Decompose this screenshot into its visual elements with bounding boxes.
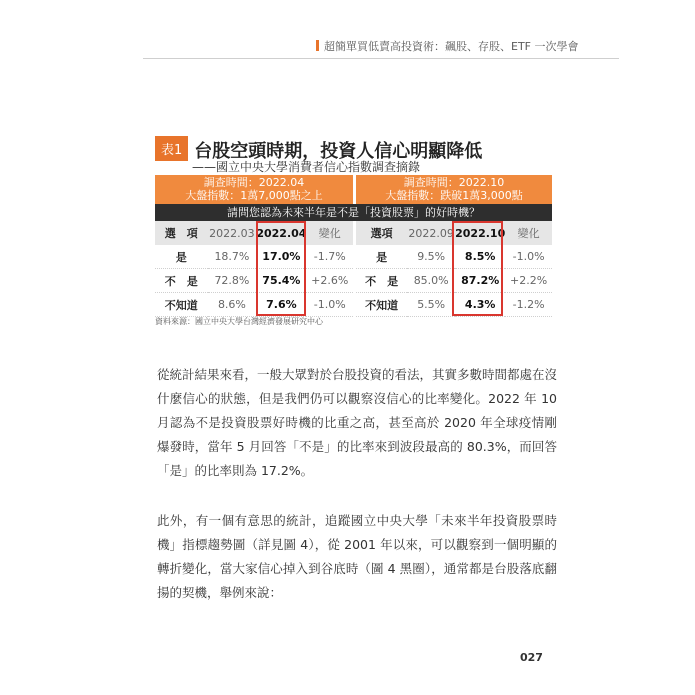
left-panel-header (155, 175, 353, 205)
table-cell: 18.7% (208, 245, 257, 269)
row-label: 是 (356, 245, 407, 269)
table-cell: +2.2% (505, 269, 552, 293)
figure-source: 資料來源：國立中央大學台灣經濟發展研究中心 (155, 317, 323, 326)
book-title: 超簡單買低賣高投資術：飆股、存股、ETF 一次學會 (324, 40, 579, 53)
table-cell: -1.7% (306, 245, 353, 269)
header-cell: 2022.10 (455, 221, 505, 245)
header-accent-bar (316, 40, 319, 51)
left-index-note: 大盤指數：1萬7,000點之上 (185, 189, 323, 202)
row-label: 不 是 (356, 269, 407, 293)
running-header (316, 38, 616, 56)
table-cell: 5.5% (407, 293, 455, 317)
body-paragraph-1: 從統計結果來看，一般大眾對於台股投資的看法，其實多數時間都處在沒什麼信心的狀態，但是我們仍可以觀察沒信心的比率變化。2022 年 10 月認為不是投資股票好時機的比重之高，甚至高於 2020 年全球疫情剛爆發時，當年 5 月回答「不是」的比率來到波段最高的 80.3%，而回答「是」的比率則為 17.2%。 (157, 367, 558, 478)
left-survey-table (155, 221, 353, 317)
table-cell: 75.4% (256, 269, 306, 293)
table-cell: 4.3% (455, 293, 505, 317)
row-label: 不 是 (155, 269, 208, 293)
row-label: 不知道 (356, 293, 407, 317)
table-cell: 8.6% (208, 293, 257, 317)
header-cell: 2022.09 (407, 221, 455, 245)
header-cell: 變化 (505, 221, 552, 245)
survey-question: 請問您認為未來半年是不是「投資股票」的好時機？ (155, 204, 552, 221)
header-cell: 選項 (356, 221, 407, 245)
table-row (155, 245, 353, 269)
table-cell: -1.0% (306, 293, 353, 317)
table-row (155, 269, 353, 293)
table-cell: 8.5% (455, 245, 505, 269)
table-row (155, 293, 353, 317)
table-cell: 85.0% (407, 269, 455, 293)
header-cell: 2022.03 (208, 221, 257, 245)
table-cell: 9.5% (407, 245, 455, 269)
table-cell: 7.6% (256, 293, 306, 317)
figure-title: 台股空頭時期，投資人信心明顯降低 (194, 141, 483, 162)
right-panel-header (356, 175, 552, 205)
row-label: 不知道 (155, 293, 208, 317)
table-cell: -1.0% (505, 245, 552, 269)
header-cell: 變化 (306, 221, 353, 245)
table-cell: -1.2% (505, 293, 552, 317)
highlight-box-right (452, 221, 503, 316)
table-cell: 17.0% (256, 245, 306, 269)
highlight-box-left (256, 221, 306, 316)
header-rule (143, 58, 619, 59)
figure-tag: 表1 (155, 136, 188, 161)
table-cell: 87.2% (455, 269, 505, 293)
row-label: 是 (155, 245, 208, 269)
right-index-note: 大盤指數：跌破1萬3,000點 (385, 189, 523, 202)
figure-subtitle: ——國立中央大學消費者信心指數調查摘錄 (192, 160, 421, 174)
table-header-row (155, 221, 353, 245)
right-survey-time: 調查時間：2022.10 (403, 176, 505, 189)
header-cell: 選 項 (155, 221, 208, 245)
body-paragraph-2: 此外，有一個有意思的統計，追蹤國立中央大學「未來半年投資股票時機」指標趨勢圖（詳見圖 4），從 2001 年以來，可以觀察到一個明顯的轉折變化，當大家信心掉入到谷底時（圖 4 黑圈），通常都是台股落底翻揚的契機，舉例來說： (157, 513, 557, 600)
header-cell: 2022.04 (256, 221, 306, 245)
page-number: 027 (520, 651, 543, 664)
table-cell: 72.8% (208, 269, 257, 293)
table-cell: +2.6% (306, 269, 353, 293)
left-survey-time: 調查時間：2022.04 (203, 176, 305, 189)
